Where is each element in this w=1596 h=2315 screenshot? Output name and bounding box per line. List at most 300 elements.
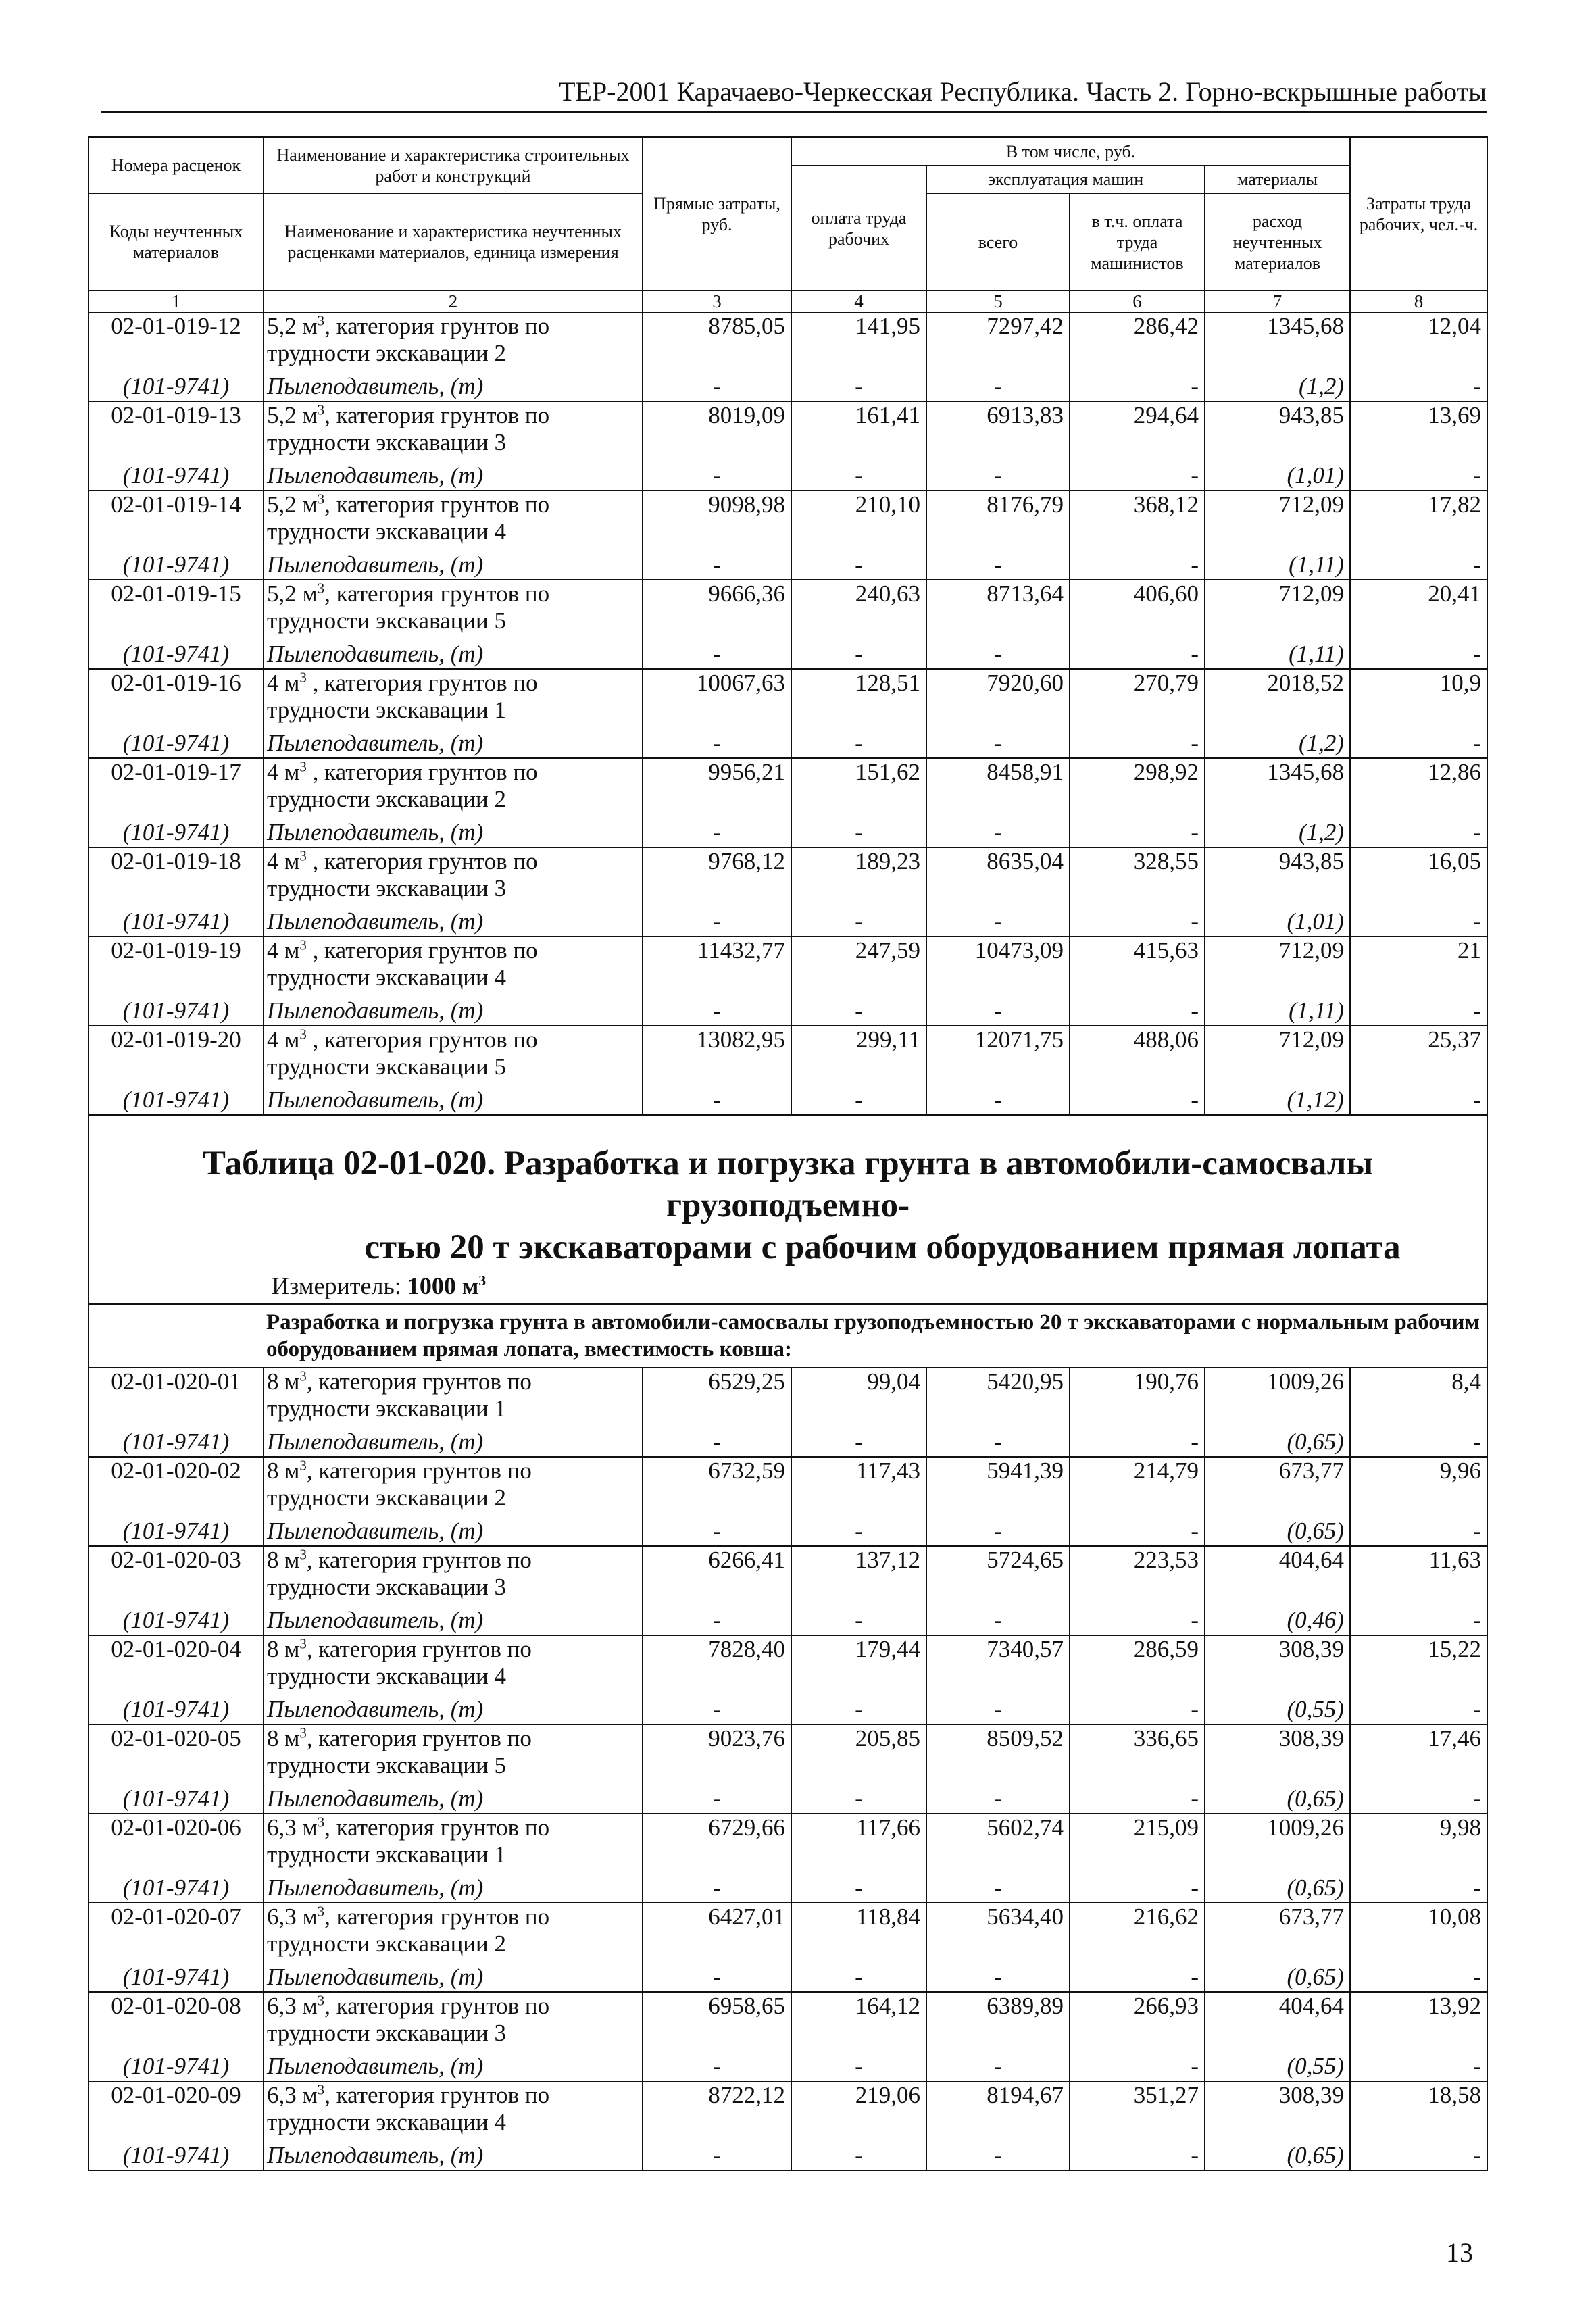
labor-hours: 9,96 (1350, 1457, 1487, 1517)
dash: - (1350, 1874, 1487, 1903)
rate-code: 02-01-020-07 (89, 1903, 264, 1963)
materials-cost: 673,77 (1205, 1903, 1350, 1963)
description-text: , категория грунтов по трудности экскавации 1 (267, 1368, 532, 1422)
operator-pay: 286,42 (1070, 312, 1205, 372)
description-text: , категория грунтов по трудности экскавации 1 (267, 1814, 550, 1868)
rate-code: 02-01-019-17 (89, 758, 264, 818)
material-code: (101-9741) (89, 1428, 264, 1457)
rate-code: 02-01-020-08 (89, 1992, 264, 2052)
col-codes-bottom: Коды неучтенных материалов (89, 193, 264, 291)
group-heading: Разработка и погрузка грунта в автомобили-самосвалы грузоподъемностью 20 т экскаваторами с нормальным рабочим оборудованием прямая лопата, вместимость ковша: (89, 1304, 1487, 1368)
work-description (264, 401, 643, 462)
dash: - (926, 818, 1070, 847)
volume: 8 м (267, 1458, 300, 1484)
dash: - (791, 1874, 926, 1903)
dash: - (791, 1428, 926, 1457)
table-row (89, 1992, 1487, 2052)
labor-pay: 164,12 (791, 1992, 926, 2052)
machine-total: 8194,67 (926, 2081, 1070, 2141)
dash: - (1350, 1517, 1487, 1546)
material-row (89, 907, 1487, 937)
volume-superscript: 3 (317, 1992, 325, 2009)
rows-table-020 (89, 1368, 1487, 2170)
material-code: (101-9741) (89, 1874, 264, 1903)
operator-pay: 294,64 (1070, 401, 1205, 462)
work-description (264, 491, 643, 551)
work-description (264, 312, 643, 372)
dash: - (926, 551, 1070, 580)
labor-pay: 141,95 (791, 312, 926, 372)
material-use: (0,65) (1205, 1428, 1350, 1457)
material-use: (0,55) (1205, 1695, 1350, 1724)
description-text: , категория грунтов по трудности экскавации 3 (267, 1547, 532, 1600)
material-code: (101-9741) (89, 462, 264, 491)
material-row (89, 2141, 1487, 2170)
col-incl-operators: в т.ч. оплата труда машинистов (1070, 193, 1205, 291)
machine-total: 10473,09 (926, 937, 1070, 997)
direct-costs: 9956,21 (643, 758, 791, 818)
table-row (89, 1026, 1487, 1086)
materials-cost: 1345,68 (1205, 758, 1350, 818)
labor-hours: 16,05 (1350, 847, 1487, 907)
description-text: , категория грунтов по трудности экскавации 3 (267, 848, 538, 901)
description-text: , категория грунтов по трудности экскавации 2 (267, 1458, 532, 1511)
direct-costs: 6729,66 (643, 1814, 791, 1874)
dash: - (791, 1517, 926, 1546)
description-text: , категория грунтов по трудности экскавации 3 (267, 402, 550, 455)
materials-cost: 712,09 (1205, 580, 1350, 640)
table-row (89, 491, 1487, 551)
table-row (89, 401, 1487, 462)
col-material-use: расход неучтенных материалов (1205, 193, 1350, 291)
description-text: , категория грунтов по трудности экскавации 4 (267, 2082, 550, 2135)
dash: - (1070, 462, 1205, 491)
labor-hours: 17,82 (1350, 491, 1487, 551)
work-description (264, 1814, 643, 1874)
labor-hours: 10,9 (1350, 669, 1487, 729)
labor-pay: 117,66 (791, 1814, 926, 1874)
material-code: (101-9741) (89, 729, 264, 758)
dash: - (1070, 1963, 1205, 1992)
col-direct-costs: Прямые затраты, руб. (643, 137, 791, 291)
material-row (89, 1874, 1487, 1903)
material-code: (101-9741) (89, 551, 264, 580)
machine-total: 5420,95 (926, 1368, 1070, 1428)
volume: 8 м (267, 1547, 300, 1573)
materials-cost: 308,39 (1205, 1635, 1350, 1695)
dash: - (1070, 1086, 1205, 1115)
material-code: (101-9741) (89, 2141, 264, 2170)
operator-pay: 215,09 (1070, 1814, 1205, 1874)
direct-costs: 9098,98 (643, 491, 791, 551)
dash: - (1070, 640, 1205, 669)
machine-total: 5724,65 (926, 1546, 1070, 1606)
material-code: (101-9741) (89, 907, 264, 937)
labor-hours: 10,08 (1350, 1903, 1487, 1963)
material-use: (1,2) (1205, 729, 1350, 758)
dash: - (1350, 818, 1487, 847)
volume: 4 м (267, 759, 300, 785)
labor-pay: 99,04 (791, 1368, 926, 1428)
materials-cost: 1345,68 (1205, 312, 1350, 372)
section-020-header (89, 1115, 1487, 1368)
material-name: Пылеподавитель, (т) (264, 818, 643, 847)
material-use: (0,65) (1205, 1517, 1350, 1546)
material-row (89, 1517, 1487, 1546)
table-row (89, 669, 1487, 729)
rate-code: 02-01-020-04 (89, 1635, 264, 1695)
labor-hours: 17,46 (1350, 1724, 1487, 1785)
material-code: (101-9741) (89, 2052, 264, 2081)
material-name: Пылеподавитель, (т) (264, 2052, 643, 2081)
dash: - (791, 1695, 926, 1724)
dash: - (791, 1963, 926, 1992)
work-description (264, 1457, 643, 1517)
col-including: В том числе, руб. (791, 137, 1350, 166)
volume: 6,3 м (267, 1903, 318, 1930)
material-name: Пылеподавитель, (т) (264, 1606, 643, 1635)
labor-pay: 299,11 (791, 1026, 926, 1086)
operator-pay: 488,06 (1070, 1026, 1205, 1086)
machine-total: 7920,60 (926, 669, 1070, 729)
material-row (89, 1785, 1487, 1814)
volume-superscript: 3 (299, 669, 307, 686)
table-row (89, 937, 1487, 997)
labor-pay: 247,59 (791, 937, 926, 997)
volume-superscript: 3 (317, 580, 325, 597)
section-title-line2: стью 20 т экскаваторами с рабочим оборудованием прямая лопата (364, 1228, 1401, 1266)
material-use: (1,11) (1205, 551, 1350, 580)
material-name: Пылеподавитель, (т) (264, 997, 643, 1026)
direct-costs: 6266,41 (643, 1546, 791, 1606)
dash: - (643, 1606, 791, 1635)
labor-hours: 18,58 (1350, 2081, 1487, 2141)
col-number: 4 (791, 291, 926, 312)
dash: - (643, 907, 791, 937)
dash: - (1350, 1606, 1487, 1635)
dash: - (1070, 997, 1205, 1026)
dash: - (791, 997, 926, 1026)
rate-code: 02-01-020-01 (89, 1368, 264, 1428)
volume-superscript: 3 (317, 2081, 325, 2098)
table-row (89, 1546, 1487, 1606)
work-description (264, 669, 643, 729)
work-description (264, 1992, 643, 2052)
table-row (89, 1368, 1487, 1428)
material-row (89, 1606, 1487, 1635)
direct-costs: 7828,40 (643, 1635, 791, 1695)
material-name: Пылеподавитель, (т) (264, 1428, 643, 1457)
material-code: (101-9741) (89, 1517, 264, 1546)
volume-superscript: 3 (299, 1026, 307, 1043)
labor-pay: 210,10 (791, 491, 926, 551)
material-name: Пылеподавитель, (т) (264, 551, 643, 580)
material-use: (1,2) (1205, 818, 1350, 847)
material-use: (1,11) (1205, 640, 1350, 669)
dash: - (1070, 1517, 1205, 1546)
dash: - (791, 1606, 926, 1635)
direct-costs: 8019,09 (643, 401, 791, 462)
dash: - (926, 1874, 1070, 1903)
volume-superscript: 3 (317, 401, 325, 418)
col-labor-costs: Затраты труда рабочих, чел.-ч. (1350, 137, 1487, 291)
labor-hours: 15,22 (1350, 1635, 1487, 1695)
col-number: 6 (1070, 291, 1205, 312)
dash: - (643, 2141, 791, 2170)
work-description (264, 1635, 643, 1695)
material-name: Пылеподавитель, (т) (264, 1517, 643, 1546)
materials-cost: 2018,52 (1205, 669, 1350, 729)
col-labor-pay: оплата труда рабочих (791, 166, 926, 291)
dash: - (791, 372, 926, 401)
material-row (89, 372, 1487, 401)
work-description (264, 1546, 643, 1606)
volume: 8 м (267, 1725, 300, 1751)
machine-total: 7340,57 (926, 1635, 1070, 1695)
dash: - (643, 729, 791, 758)
dash: - (643, 2052, 791, 2081)
table-row (89, 1457, 1487, 1517)
material-row (89, 997, 1487, 1026)
materials-cost: 673,77 (1205, 1457, 1350, 1517)
material-name: Пылеподавитель, (т) (264, 372, 643, 401)
labor-pay: 205,85 (791, 1724, 926, 1785)
materials-cost: 943,85 (1205, 401, 1350, 462)
dash: - (926, 2141, 1070, 2170)
column-number-row (89, 291, 1487, 312)
materials-cost: 308,39 (1205, 1724, 1350, 1785)
col-codes-header (89, 137, 264, 193)
dash: - (643, 818, 791, 847)
volume-superscript: 3 (299, 1457, 307, 1474)
material-code: (101-9741) (89, 1963, 264, 1992)
materials-cost: 712,09 (1205, 937, 1350, 997)
direct-costs: 6732,59 (643, 1457, 791, 1517)
dash: - (643, 1785, 791, 1814)
volume-superscript: 3 (299, 847, 307, 864)
col-name-top: Наименование и характеристика строительных работ и конструкций (276, 145, 630, 186)
labor-pay: 219,06 (791, 2081, 926, 2141)
labor-hours: 21 (1350, 937, 1487, 997)
volume-superscript: 3 (317, 312, 325, 329)
material-row (89, 551, 1487, 580)
dash: - (926, 372, 1070, 401)
col-name-bottom: Наименование и характеристика неучтенных расценками материалов, единица измерения (264, 193, 643, 291)
volume: 4 м (267, 937, 300, 964)
material-row (89, 640, 1487, 669)
volume: 4 м (267, 670, 300, 696)
col-number: 1 (89, 291, 264, 312)
rate-code: 02-01-019-20 (89, 1026, 264, 1086)
material-name: Пылеподавитель, (т) (264, 907, 643, 937)
meter-label: Измеритель: (272, 1272, 407, 1299)
materials-cost: 1009,26 (1205, 1814, 1350, 1874)
dash: - (643, 551, 791, 580)
labor-hours: 8,4 (1350, 1368, 1487, 1428)
material-use: (1,11) (1205, 997, 1350, 1026)
materials-cost: 404,64 (1205, 1992, 1350, 2052)
dash: - (926, 907, 1070, 937)
direct-costs: 9023,76 (643, 1724, 791, 1785)
direct-costs: 13082,95 (643, 1026, 791, 1086)
dash: - (1350, 372, 1487, 401)
labor-hours: 12,86 (1350, 758, 1487, 818)
operator-pay: 351,27 (1070, 2081, 1205, 2141)
operator-pay: 266,93 (1070, 1992, 1205, 2052)
dash: - (1070, 729, 1205, 758)
labor-hours: 20,41 (1350, 580, 1487, 640)
volume-superscript: 3 (299, 937, 307, 953)
material-use: (0,65) (1205, 2141, 1350, 2170)
dash: - (791, 1086, 926, 1115)
work-description (264, 937, 643, 997)
direct-costs: 8722,12 (643, 2081, 791, 2141)
dash: - (643, 1963, 791, 1992)
volume-superscript: 3 (299, 758, 307, 775)
dash: - (926, 1963, 1070, 1992)
rate-code: 02-01-019-13 (89, 401, 264, 462)
labor-hours: 13,69 (1350, 401, 1487, 462)
work-description (264, 2081, 643, 2141)
dash: - (1070, 551, 1205, 580)
description-text: , категория грунтов по трудности экскавации 1 (267, 670, 538, 723)
labor-pay: 128,51 (791, 669, 926, 729)
dash: - (926, 640, 1070, 669)
volume-superscript: 3 (299, 1546, 307, 1563)
work-description (264, 580, 643, 640)
material-row (89, 729, 1487, 758)
labor-hours: 12,04 (1350, 312, 1487, 372)
material-use: (1,01) (1205, 462, 1350, 491)
material-use: (0,65) (1205, 1785, 1350, 1814)
material-code: (101-9741) (89, 1606, 264, 1635)
section-title-cell (89, 1115, 1487, 1268)
dash: - (1350, 997, 1487, 1026)
dash: - (1350, 729, 1487, 758)
meter-superscript: 3 (478, 1272, 487, 1289)
work-description (264, 1724, 643, 1785)
material-code: (101-9741) (89, 1086, 264, 1115)
price-table (88, 136, 1488, 2171)
volume: 5,2 м (267, 313, 318, 339)
meter-cell (89, 1268, 1487, 1304)
col-number: 2 (264, 291, 643, 312)
machine-total: 8509,52 (926, 1724, 1070, 1785)
page-number: 13 (1446, 2237, 1473, 2268)
description-text: , категория грунтов по трудности экскавации 4 (267, 491, 550, 545)
operator-pay: 368,12 (1070, 491, 1205, 551)
section-title (89, 1143, 1487, 1268)
dash: - (1350, 462, 1487, 491)
labor-pay: 161,41 (791, 401, 926, 462)
col-number: 7 (1205, 291, 1350, 312)
material-code: (101-9741) (89, 1785, 264, 1814)
volume-superscript: 3 (299, 1368, 307, 1385)
col-number: 3 (643, 291, 791, 312)
description-text: , категория грунтов по трудности экскавации 4 (267, 1636, 532, 1689)
work-description (264, 1026, 643, 1086)
operator-pay: 223,53 (1070, 1546, 1205, 1606)
description-text: , категория грунтов по трудности экскавации 2 (267, 313, 550, 366)
dash: - (1350, 1963, 1487, 1992)
col-machine-total: всего (926, 193, 1070, 291)
rate-code: 02-01-020-02 (89, 1457, 264, 1517)
volume: 8 м (267, 1368, 300, 1395)
rate-code: 02-01-019-18 (89, 847, 264, 907)
labor-pay: 137,12 (791, 1546, 926, 1606)
col-machine-ops: эксплуатация машин (926, 166, 1205, 193)
labor-hours: 11,63 (1350, 1546, 1487, 1606)
material-row (89, 1086, 1487, 1115)
material-row (89, 1695, 1487, 1724)
table-row (89, 2081, 1487, 2141)
volume-superscript: 3 (317, 1814, 325, 1831)
volume: 8 м (267, 1636, 300, 1662)
materials-cost: 308,39 (1205, 2081, 1350, 2141)
material-row (89, 1428, 1487, 1457)
material-name: Пылеподавитель, (т) (264, 1695, 643, 1724)
machine-total: 5941,39 (926, 1457, 1070, 1517)
dash: - (791, 1785, 926, 1814)
material-row (89, 818, 1487, 847)
labor-hours: 9,98 (1350, 1814, 1487, 1874)
dash: - (1070, 1695, 1205, 1724)
material-row (89, 1963, 1487, 1992)
material-use: (0,46) (1205, 1606, 1350, 1635)
description-text: , категория грунтов по трудности экскавации 2 (267, 1903, 550, 1957)
dash: - (926, 729, 1070, 758)
dash: - (1070, 2052, 1205, 2081)
dash: - (1070, 1785, 1205, 1814)
dash: - (1070, 1874, 1205, 1903)
material-name: Пылеподавитель, (т) (264, 640, 643, 669)
operator-pay: 328,55 (1070, 847, 1205, 907)
dash: - (1070, 2141, 1205, 2170)
dash: - (1070, 1428, 1205, 1457)
direct-costs: 10067,63 (643, 669, 791, 729)
dash: - (926, 462, 1070, 491)
rate-code: 02-01-019-16 (89, 669, 264, 729)
dash: - (643, 1695, 791, 1724)
material-name: Пылеподавитель, (т) (264, 1785, 643, 1814)
rate-code: 02-01-019-14 (89, 491, 264, 551)
material-code: (101-9741) (89, 997, 264, 1026)
table-row (89, 580, 1487, 640)
dash: - (1350, 1695, 1487, 1724)
dash: - (643, 1874, 791, 1903)
dash: - (791, 640, 926, 669)
operator-pay: 286,59 (1070, 1635, 1205, 1695)
dash: - (643, 1428, 791, 1457)
machine-total: 8635,04 (926, 847, 1070, 907)
material-name: Пылеподавитель, (т) (264, 729, 643, 758)
col-number: 8 (1350, 291, 1487, 312)
machine-total: 8713,64 (926, 580, 1070, 640)
dash: - (1350, 2141, 1487, 2170)
dash: - (791, 462, 926, 491)
dash: - (791, 2141, 926, 2170)
volume: 4 м (267, 1026, 300, 1053)
material-row (89, 2052, 1487, 2081)
dash: - (1350, 907, 1487, 937)
col-materials: материалы (1205, 166, 1350, 193)
material-code: (101-9741) (89, 372, 264, 401)
dash: - (1070, 1606, 1205, 1635)
volume: 6,3 м (267, 2082, 318, 2108)
description-text: , категория грунтов по трудности экскавации 5 (267, 580, 550, 634)
material-name: Пылеподавитель, (т) (264, 1874, 643, 1903)
material-name: Пылеподавитель, (т) (264, 1086, 643, 1115)
